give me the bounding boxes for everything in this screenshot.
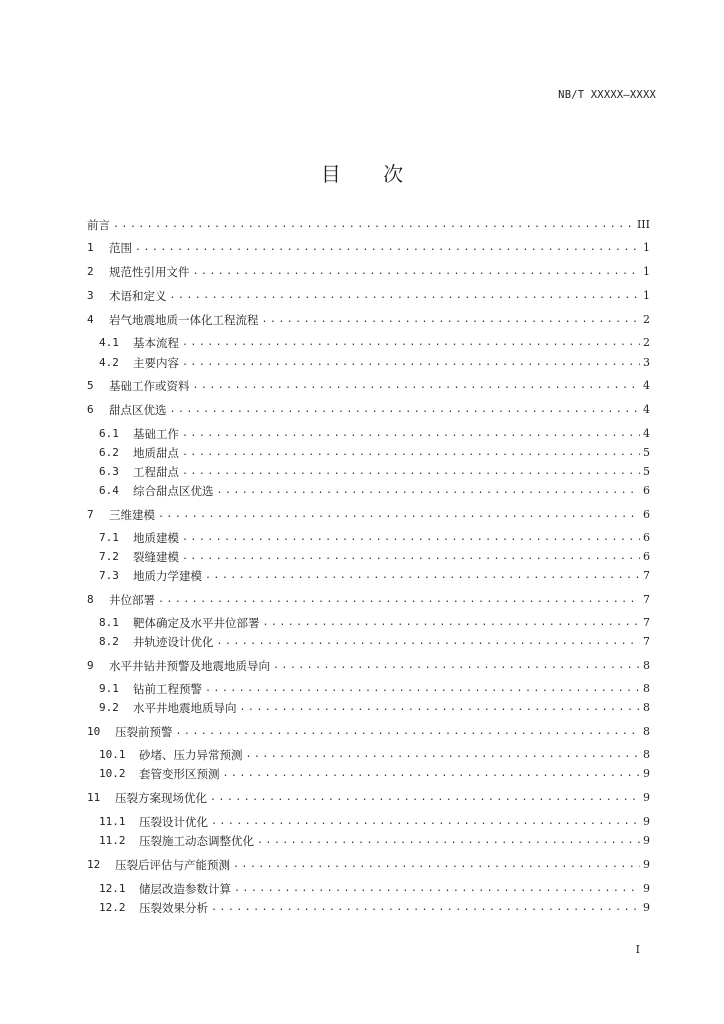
toc-entry-label: 甜点区优选 [109,403,167,417]
toc-entry-page: 1 [643,241,650,254]
toc-entry-number: 6 [87,403,94,416]
toc-leader-dots [234,881,640,897]
toc-entry[interactable] [87,288,650,304]
toc-entry-page: 7 [643,593,650,606]
toc-leader-dots [211,814,640,830]
toc-entry-label: 压裂设计优化 [139,815,208,829]
toc-entry-label: 规范性引用文件 [109,265,190,279]
toc-entry[interactable] [87,217,650,233]
toc-entry-number: 3 [87,289,94,302]
toc-entry[interactable] [87,402,650,418]
toc-entry-label: 综合甜点区优选 [133,484,214,498]
toc-entry-label: 基础工作 [133,427,179,441]
toc-entry-label: 套管变形区预测 [139,767,220,781]
toc-entry-label: 靶体确定及水平井位部署 [133,616,260,630]
toc-entry-label: 裂缝建模 [133,550,179,564]
toc-entry-label: 压裂前预警 [115,725,173,739]
toc-entry-label: 压裂后评估与产能预测 [115,858,230,872]
toc-entry-page: 9 [643,882,650,895]
toc-entry[interactable] [99,426,650,442]
toc-leader-dots [182,549,640,565]
toc-entry-page: 6 [643,484,650,497]
toc-leader-dots [182,445,640,461]
toc-leader-dots [135,240,640,256]
toc-entry-number: 11.1 [99,815,126,828]
toc-entry-number: 6.4 [99,484,119,497]
toc-entry-number: 12 [87,858,101,871]
toc-entry-number: 4.1 [99,336,119,349]
toc-entry-page: 9 [643,767,650,780]
toc-entry[interactable] [99,747,650,763]
toc-leader-dots [205,568,640,584]
toc-entry-page: 9 [643,815,650,828]
toc-entry-label: 地质力学建模 [133,569,202,583]
toc-entry-label: 地质甜点 [133,446,179,460]
toc-entry-label: 砂堵、压力异常预测 [139,748,243,762]
page-number: I [635,943,640,956]
toc-entry-page: 8 [643,748,650,761]
toc-entry-number: 8.2 [99,635,119,648]
toc-leader-dots [246,747,641,763]
toc-entry-label: 工程甜点 [133,465,179,479]
toc-entry-number: 6.2 [99,446,119,459]
toc-entry[interactable] [99,549,650,565]
toc-entry-page: 6 [643,531,650,544]
toc-leader-dots [223,766,641,782]
toc-entry-label: 基本流程 [133,336,179,350]
toc-entry-number: 11 [87,791,101,804]
toc-entry[interactable] [87,264,650,280]
toc-entry-page: 4 [643,427,650,440]
toc-entry-page: 4 [643,403,650,416]
toc-entry-number: 12.1 [99,882,126,895]
toc-entry-number: 1 [87,241,94,254]
toc-entry-page: 1 [643,289,650,302]
toc-entry[interactable] [99,766,650,782]
toc-leader-dots [240,700,641,716]
toc-entry-page: 6 [643,550,650,563]
toc-entry[interactable] [99,530,650,546]
toc-entry-number: 8 [87,593,94,606]
toc-entry-label: 主要内容 [133,356,179,370]
toc-entry-page: 6 [643,508,650,521]
toc-entry-number: 8.1 [99,616,119,629]
toc-leader-dots [273,658,640,674]
toc-entry-page: 7 [643,616,650,629]
toc-leader-dots [182,530,640,546]
toc-entry-page: 7 [643,635,650,648]
toc-entry-number: 5 [87,379,94,392]
toc-entry[interactable] [87,790,650,806]
toc-entry[interactable] [87,378,650,394]
toc-leader-dots [170,288,641,304]
toc-leader-dots [193,378,641,394]
toc-entry-page: 3 [643,356,650,369]
toc-entry[interactable] [87,240,650,256]
toc-entry-label: 前言 [87,218,110,232]
toc-leader-dots [205,681,640,697]
toc-entry-label: 范围 [109,241,132,255]
toc-entry-label: 压裂施工动态调整优化 [139,834,254,848]
toc-leader-dots [217,483,641,499]
toc-entry[interactable] [99,355,650,371]
toc-entry-page: 9 [643,858,650,871]
toc-entry[interactable] [99,681,650,697]
toc-entry-label: 术语和定义 [109,289,167,303]
toc-entry-label: 岩气地震地质一体化工程流程 [109,313,259,327]
toc-entry-page: 8 [643,682,650,695]
toc-entry-label: 地质建模 [133,531,179,545]
toc-entry-page: 8 [643,659,650,672]
toc-entry[interactable] [87,857,650,873]
toc-entry-label: 井位部署 [109,593,155,607]
toc-entry-page: 2 [643,336,650,349]
toc-entry-label: 压裂效果分析 [139,901,208,915]
toc-entry-label: 储层改造参数计算 [139,882,231,896]
toc-entry-page: 1 [643,265,650,278]
toc-entry-page: 9 [643,791,650,804]
toc-entry[interactable] [87,592,650,608]
toc-leader-dots [158,507,640,523]
toc-entry-page: 8 [643,725,650,738]
toc-leader-dots [182,335,640,351]
toc-leader-dots [193,264,641,280]
toc-entry[interactable] [99,483,650,499]
toc-entry[interactable] [99,615,650,631]
toc-leader-dots [182,355,640,371]
toc-title: 目 次 [320,162,422,186]
toc-entry-number: 7.1 [99,531,119,544]
toc-entry[interactable] [99,881,650,897]
toc-entry[interactable] [99,464,650,480]
toc-entry-page: 4 [643,379,650,392]
toc-entry-number: 7 [87,508,94,521]
toc-entry-label: 钻前工程预警 [133,682,202,696]
toc-entry[interactable] [99,445,650,461]
toc-entry-label: 压裂方案现场优化 [115,791,207,805]
toc-entry-page: 9 [643,834,650,847]
toc-leader-dots [257,833,640,849]
toc-entry-number: 9 [87,659,94,672]
toc-entry[interactable] [87,658,650,674]
toc-entry-label: 水平井地震地质导向 [133,701,237,715]
toc-leader-dots [182,426,640,442]
toc-entry-number: 10.1 [99,748,126,761]
toc-entry-number: 2 [87,265,94,278]
toc-entry[interactable] [99,900,650,916]
toc-leader-dots [217,634,641,650]
toc-entry-number: 6.3 [99,465,119,478]
toc-leader-dots [182,464,640,480]
toc-entry[interactable] [99,335,650,351]
toc-leader-dots [113,217,634,233]
toc-entry-page: 5 [643,446,650,459]
toc-leader-dots [233,857,640,873]
toc-entry-number: 4 [87,313,94,326]
toc-entry-page: 8 [643,701,650,714]
toc-leader-dots [176,724,641,740]
toc-entry-number: 12.2 [99,901,126,914]
toc-entry-number: 7.2 [99,550,119,563]
toc-entry-page: 7 [643,569,650,582]
toc-entry[interactable] [99,700,650,716]
toc-leader-dots [210,790,640,806]
toc-entry[interactable] [99,634,650,650]
toc-entry[interactable] [99,833,650,849]
toc-entry-page: 2 [643,313,650,326]
toc-entry-number: 9.1 [99,682,119,695]
toc-entry-number: 6.1 [99,427,119,440]
toc-leader-dots [262,312,641,328]
toc-entry-number: 7.3 [99,569,119,582]
toc-entry-number: 11.2 [99,834,126,847]
toc-entry-page: III [636,218,650,231]
toc-entry[interactable] [87,507,650,523]
toc-entry-number: 10.2 [99,767,126,780]
toc-entry[interactable] [99,814,650,830]
toc-leader-dots [158,592,640,608]
toc-entry-page: 9 [643,901,650,914]
toc-leader-dots [211,900,640,916]
toc-entry[interactable] [87,724,650,740]
toc-leader-dots [170,402,641,418]
toc-entry[interactable] [99,568,650,584]
toc-entry[interactable] [87,312,650,328]
toc-leader-dots [263,615,641,631]
toc-entry-label: 水平井钻井预警及地震地质导向 [109,659,270,673]
toc-entry-label: 三维建模 [109,508,155,522]
doc-code: NB/T XXXXX—XXXX [558,89,656,101]
toc-entry-number: 10 [87,725,101,738]
toc-entry-label: 井轨迹设计优化 [133,635,214,649]
toc-entry-label: 基础工作或资料 [109,379,190,393]
toc-entry-number: 4.2 [99,356,119,369]
toc-entry-page: 5 [643,465,650,478]
toc-entry-number: 9.2 [99,701,119,714]
